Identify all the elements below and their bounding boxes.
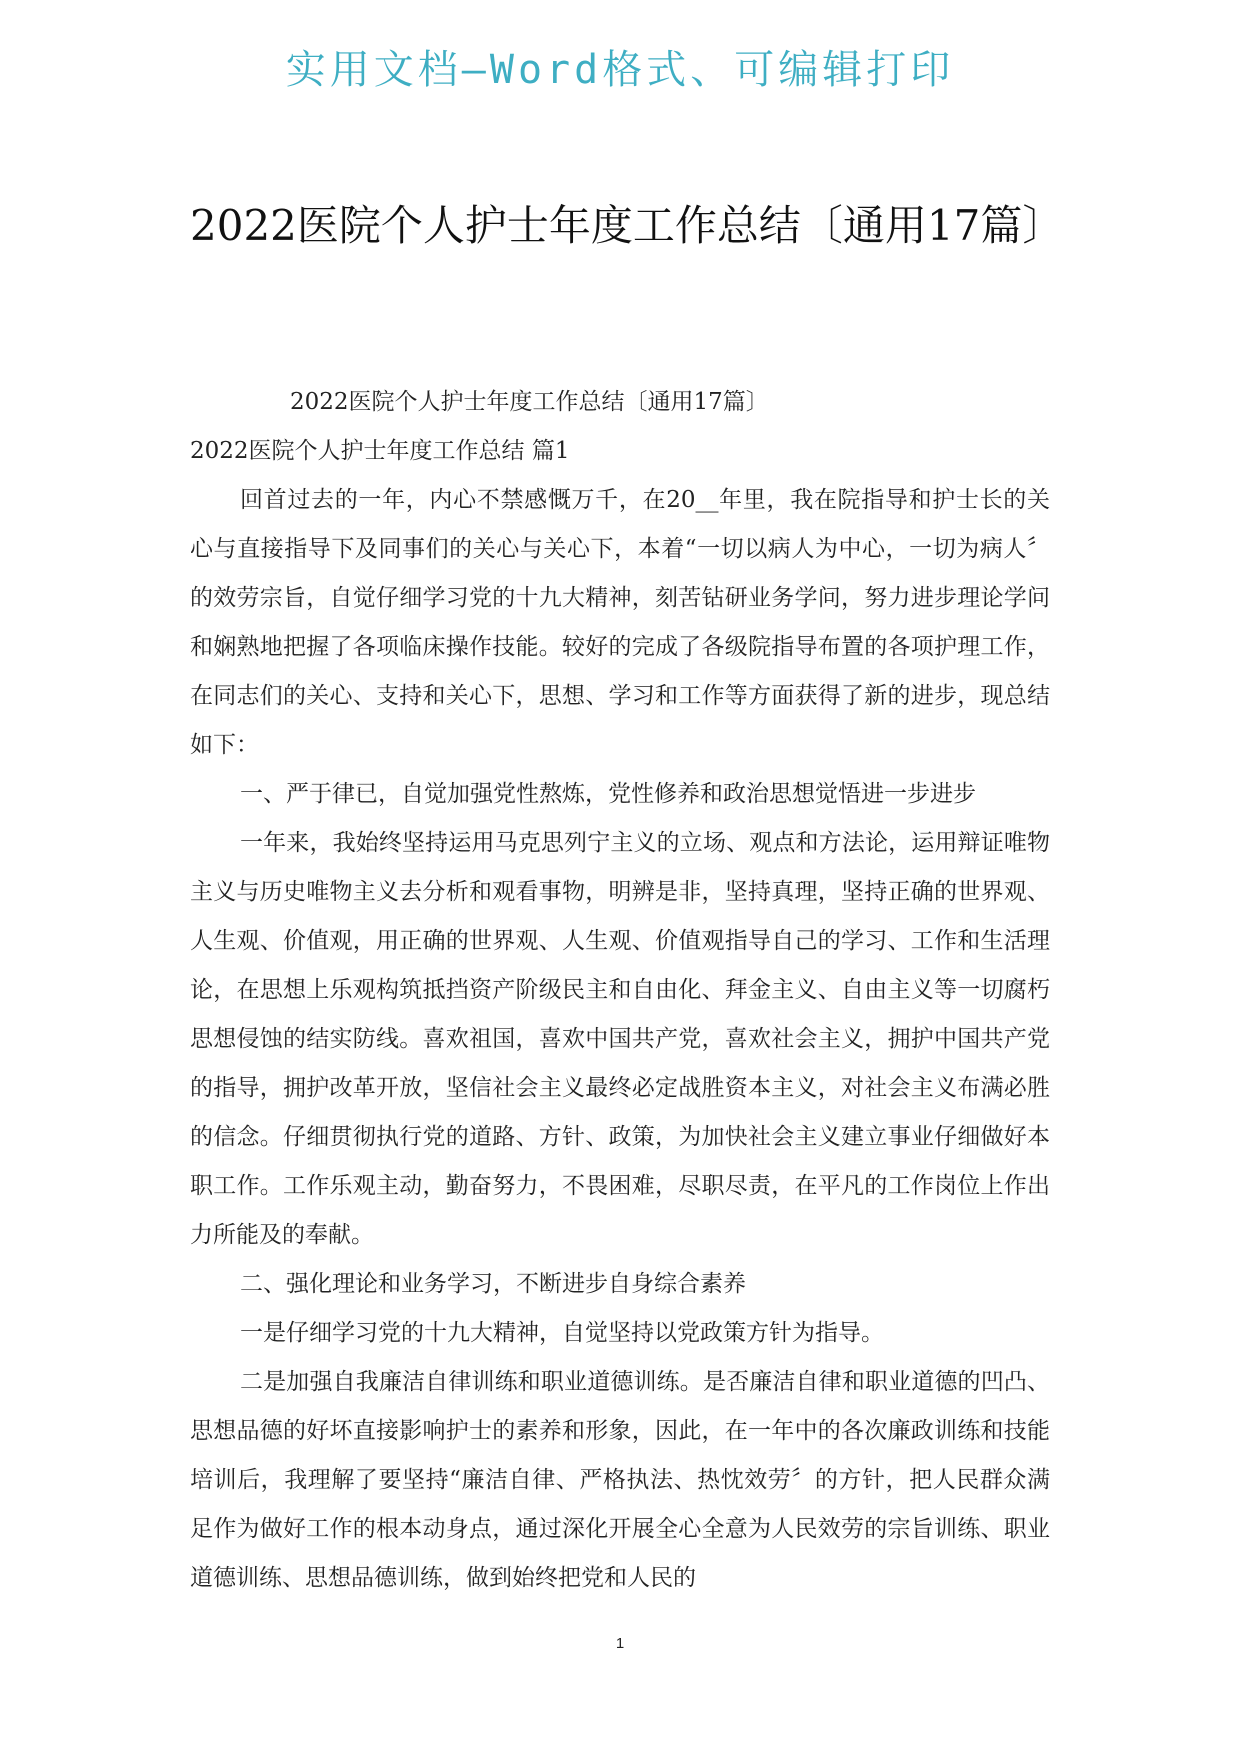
paragraph: 一年来，我始终坚持运用马克思列宁主义的立场、观点和方法论，运用辩证唯物主义与历史唯物主义去分析和观看事物，明辨是非，坚持真理，坚持正确的世界观、人生观、价值观，用正确的世界观、人生观、价值观指导自己的学习、工作和生活理论，在思想上乐观构筑抵挡资产阶级民主和自由化、拜金主义、自由主义等一切腐朽思想侵蚀的结实防线。喜欢祖国，喜欢中国共产党，喜欢社会主义，拥护中国共产党的指导，拥护改革开放，坚信社会主义最终必定战胜资本主义，对社会主义布满必胜的信念。仔细贯彻执行党的道路、方针、政策，为加快社会主义建立事业仔细做好本职工作。工作乐观主动，勤奋努力，不畏困难，尽职尽责，在平凡的工作岗位上作出力所能及的奉献。 (190, 830, 1050, 1248)
document-title: 2022医院个人护士年度工作总结〔通用17篇〕 (190, 201, 1065, 250)
page-number: 1 (615, 1635, 625, 1652)
header-banner: 实用文档—Word格式、可编辑打印 (285, 47, 955, 93)
document-subtitle: 2022医院个人护士年度工作总结〔通用17篇〕 (290, 389, 769, 415)
paragraph-heading: 二、强化理论和业务学习，不断进步自身综合素养 (240, 1271, 746, 1297)
paragraph-heading: 一、严于律已，自觉加强党性熬炼，党性修养和政治思想觉悟进一步进步 (240, 781, 976, 807)
paragraph: 二是加强自我廉洁自律训练和职业道德训练。是否廉洁自律和职业道德的凹凸、思想品德的好坏直接影响护士的素养和形象，因此，在一年中的各次廉政训练和技能培训后，我理解了要坚持“廉洁自律、严格执法、热忱效劳〞的方针，把人民群众满足作为做好工作的根本动身点，通过深化开展全心全意为人民效劳的宗旨训练、职业道德训练、思想品德训练，做到始终把党和人民的 (190, 1369, 1050, 1591)
paragraph: 一是仔细学习党的十九大精神，自觉坚持以党政策方针为指导。 (240, 1320, 884, 1346)
paragraph: 回首过去的一年，内心不禁感慨万千，在20__年里，我在院指导和护士长的关心与直接指导下及同事们的关心与关心下，本着“一切以病人为中心，一切为病人〞的效劳宗旨，自觉仔细学习党的十九大精神，刻苦钻研业务学问，努力进步理论学问和娴熟地把握了各项临床操作技能。较好的完成了各级院指导布置的各项护理工作，在同志们的关心、支持和关心下，思想、学习和工作等方面获得了新的进步，现总结如下： (190, 487, 1050, 758)
document-body (190, 378, 1050, 1603)
section-heading: 2022医院个人护士年度工作总结 篇1 (190, 438, 570, 464)
